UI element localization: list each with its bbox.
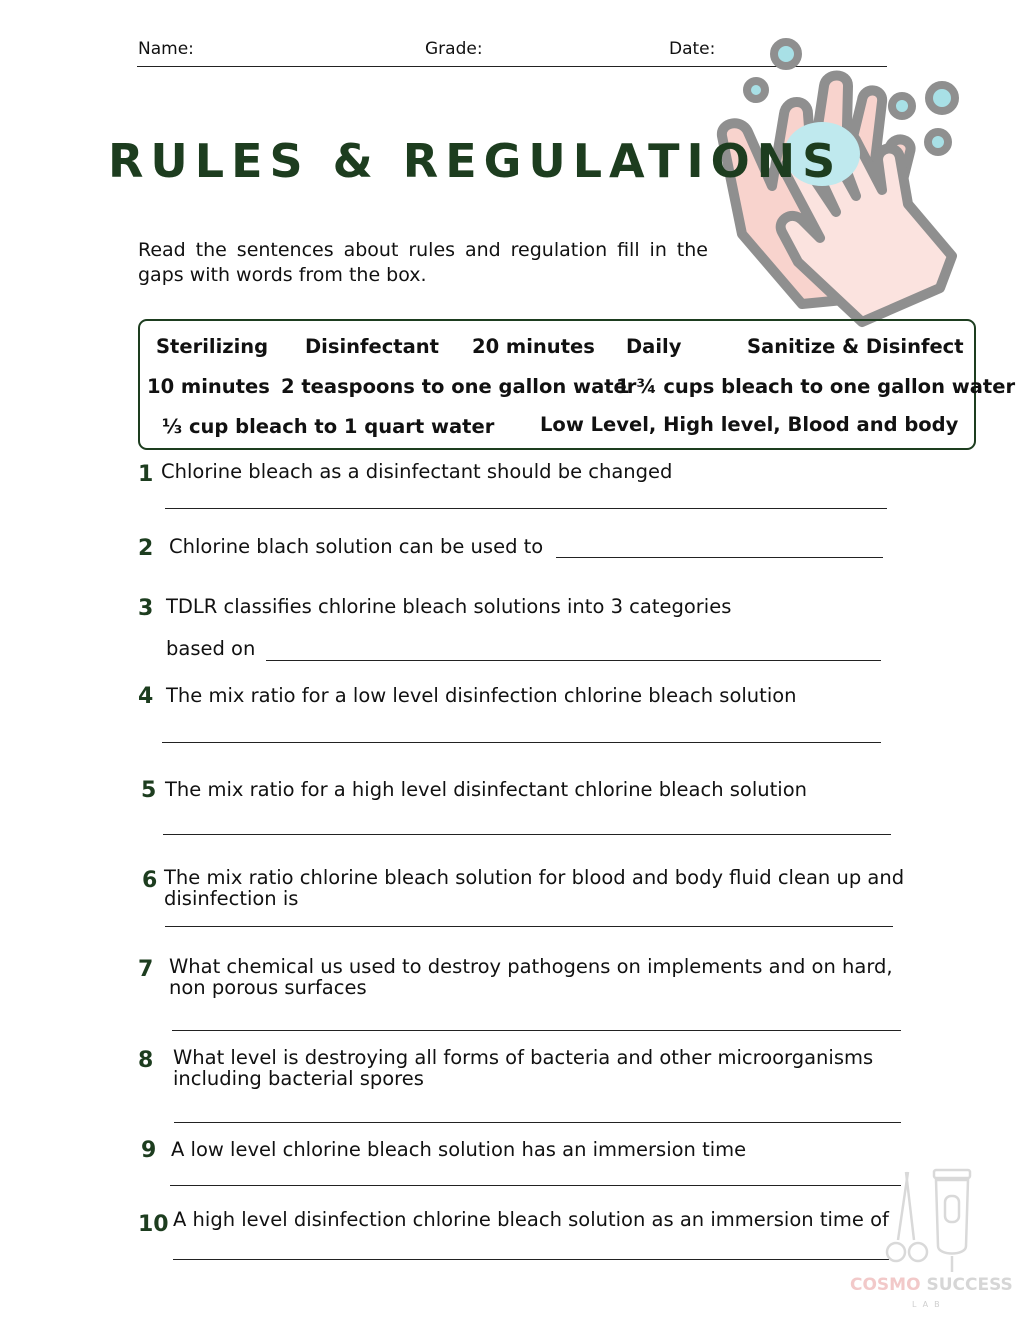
- instructions: Read the sentences about rules and regulation fill in the gaps with words from the box.: [138, 239, 708, 286]
- question-number: 5: [141, 778, 157, 803]
- word-box-item: Sterilizing: [156, 335, 269, 358]
- question-number: 8: [138, 1048, 154, 1073]
- question-number: 4: [138, 684, 154, 709]
- question-text: A high level disinfection chlorine bleach solution as an immersion time of: [173, 1208, 889, 1231]
- scissors-icon: [884, 1170, 934, 1270]
- date-label: Date:: [669, 39, 716, 59]
- question-text: Chlorine blach solution can be used to: [169, 535, 544, 558]
- question-number: 7: [138, 957, 154, 982]
- question-text: TDLR classifies chlorine bleach solutions into 3 categories: [166, 595, 732, 618]
- word-box-item: 10 minutes: [147, 375, 270, 398]
- answer-line[interactable]: [556, 557, 883, 558]
- answer-line[interactable]: [163, 834, 891, 835]
- answer-line[interactable]: [165, 926, 893, 927]
- logo-word-success: SUCCESS: [926, 1275, 1013, 1295]
- logo-wordmark: [850, 1275, 1013, 1295]
- clipper-icon: [930, 1168, 974, 1278]
- answer-line[interactable]: [173, 1259, 889, 1260]
- logo-word-cosmo: COSMO: [850, 1275, 921, 1295]
- word-box: [138, 319, 1016, 450]
- word-box-item: 2 teaspoons to one gallon water: [281, 375, 637, 398]
- logo-sub: LAB: [912, 1300, 946, 1309]
- word-box-item: Low Level, High level, Blood and body: [540, 413, 959, 436]
- question-text-continued: based on: [166, 637, 256, 660]
- question-text: The mix ratio for a low level disinfection chlorine bleach solution: [166, 684, 797, 707]
- question-text: A low level chlorine bleach solution has an immersion time: [171, 1138, 747, 1161]
- question-text: Chlorine bleach as a disinfectant should be changed: [161, 460, 673, 483]
- question-number: 3: [138, 596, 154, 621]
- answer-line[interactable]: [172, 1030, 901, 1031]
- question-text: What chemical us used to destroy pathogens on implements and on hard, non porous surfaces: [169, 955, 893, 999]
- question-text: What level is destroying all forms of bacteria and other microorganisms including bacterial spores: [173, 1046, 874, 1090]
- word-box-item: 20 minutes: [472, 335, 595, 358]
- word-box-item: Disinfectant: [305, 335, 439, 358]
- question-number: 9: [141, 1138, 157, 1163]
- word-box-item: Sanitize & Disinfect: [747, 335, 964, 358]
- answer-line[interactable]: [174, 1122, 901, 1123]
- question-number: 6: [142, 868, 158, 893]
- question-number: 2: [138, 536, 154, 561]
- grade-label: Grade:: [425, 39, 483, 59]
- name-label: Name:: [138, 39, 194, 59]
- word-box-item: ⅓ cup bleach to 1 quart water: [162, 415, 495, 438]
- answer-line[interactable]: [165, 508, 887, 509]
- answer-line[interactable]: [170, 1185, 901, 1186]
- question-number: 1: [138, 462, 154, 487]
- question-text: The mix ratio for a high level disinfectant chlorine bleach solution: [165, 778, 807, 801]
- answer-line[interactable]: [162, 742, 881, 743]
- question-text: The mix ratio chlorine bleach solution for blood and body fluid clean up and disinfection is: [164, 866, 905, 910]
- word-box-item: 1 ¾ cups bleach to one gallon water: [616, 375, 1016, 398]
- page-title: RULES & REGULATIONS: [108, 134, 843, 188]
- answer-line[interactable]: [266, 660, 881, 661]
- word-box-item: Daily: [626, 335, 682, 358]
- question-number: 10: [138, 1212, 169, 1237]
